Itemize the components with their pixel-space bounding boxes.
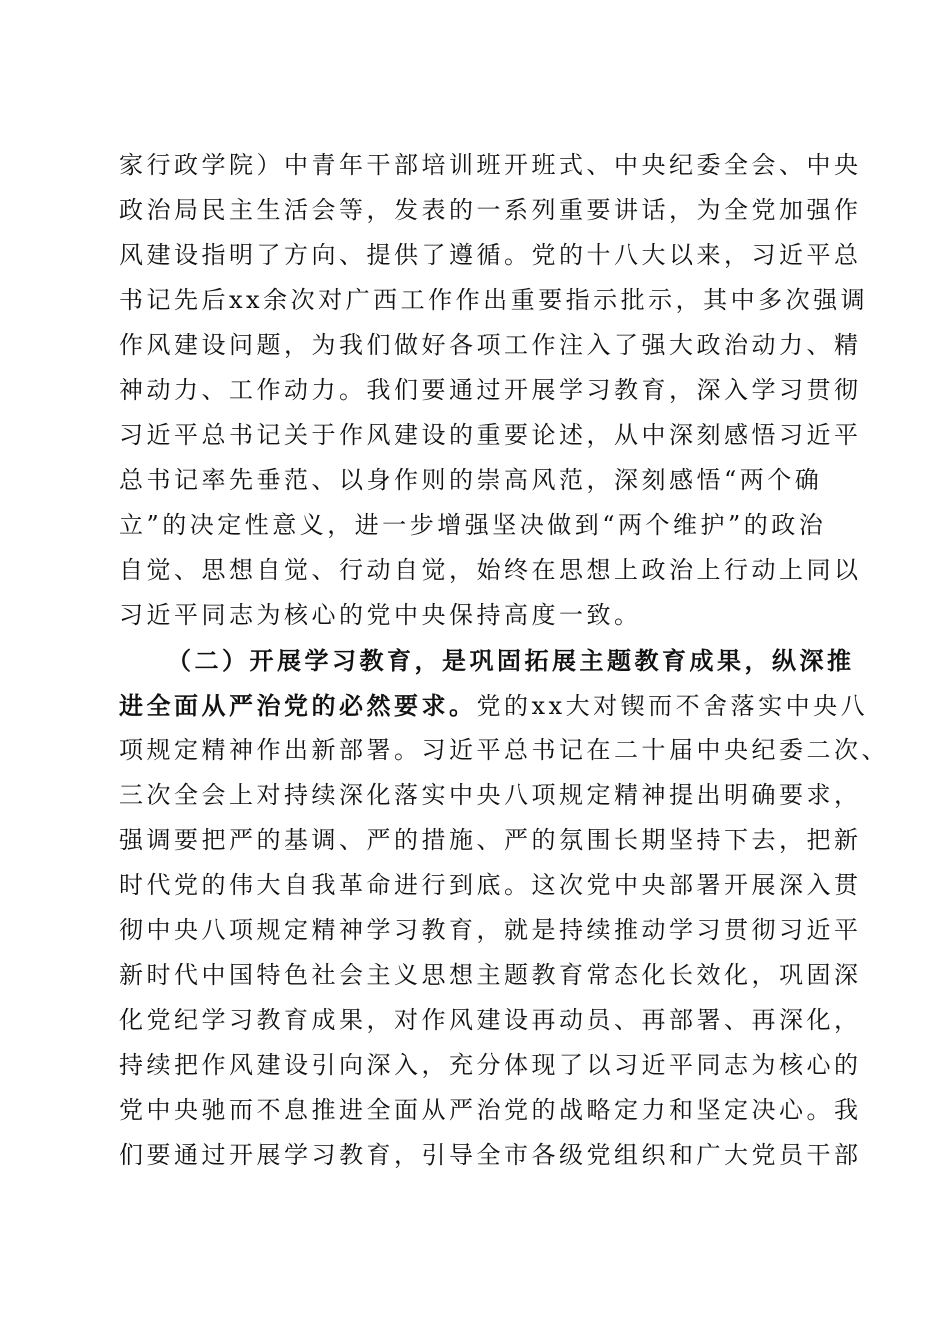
body-text-line: 自觉、思想自觉、行动自觉，始终在思想上政治上行动上同以 [119, 556, 862, 584]
body-text-line: 彻中央八项规定精神学习教育，就是持续推动学习贯彻习近平 [119, 916, 862, 944]
body-text-line: 强调要把严的基调、严的措施、严的氛围长期坚持下去，把新 [119, 826, 862, 854]
body-text-line: 新时代中国特色社会主义思想主题教育常态化长效化，巩固深 [119, 961, 862, 989]
body-text-line: 作风建设问题，为我们做好各项工作注入了强大政治动力、精 [119, 331, 862, 359]
body-text-line: 书记先后xx余次对广西工作作出重要指示批示，其中多次强调 [119, 286, 869, 314]
body-text-line: 总书记率先垂范、以身作则的崇高风范，深刻感悟“两个确 [119, 466, 823, 494]
body-text-line: 神动力、工作动力。我们要通过开展学习教育，深入学习贯彻 [119, 376, 862, 404]
body-text-line: 立”的决定性意义，进一步增强坚决做到“两个维护”的政治 [119, 511, 827, 539]
section-heading-continuation [119, 683, 869, 728]
body-text-line: 三次全会上对持续深化落实中央八项规定精神提出明确要求， [119, 781, 862, 809]
body-text-line: 习近平总书记关于作风建设的重要论述，从中深刻感悟习近平 [119, 421, 862, 449]
body-text-line: 项规定精神作出新部署。习近平总书记在二十届中央纪委二次、 [119, 736, 889, 764]
section-heading-bold-text: 进全面从严治党的必然要求。 [119, 691, 477, 720]
body-text-line: 时代党的伟大自我革命进行到底。这次党中央部署开展深入贯 [119, 871, 862, 899]
body-text-line: 党中央驰而不息推进全面从严治党的战略定力和坚定决心。我 [119, 1096, 862, 1124]
document-body [119, 143, 889, 1178]
section-heading: （二）开展学习教育，是巩固拓展主题教育成果，纵深推 [167, 646, 855, 675]
body-text-inline: 党的xx大对锲而不舍落实中央八 [476, 692, 869, 720]
body-text-line: 持续把作风建设引向深入，充分体现了以习近平同志为核心的 [119, 1051, 862, 1079]
body-text-line: 们要通过开展学习教育，引导全市各级党组织和广大党员干部 [119, 1141, 862, 1169]
body-text-line: 习近平同志为核心的党中央保持高度一致。 [119, 601, 642, 629]
body-text-line: 家行政学院）中青年干部培训班开班式、中央纪委全会、中央 [119, 151, 862, 179]
body-text-line: 化党纪学习教育成果，对作风建设再动员、再部署、再深化， [119, 1006, 862, 1034]
body-text-line: 风建设指明了方向、提供了遵循。党的十八大以来，习近平总 [119, 241, 862, 269]
body-text-line: 政治局民主生活会等，发表的一系列重要讲话，为全党加强作 [119, 196, 862, 224]
